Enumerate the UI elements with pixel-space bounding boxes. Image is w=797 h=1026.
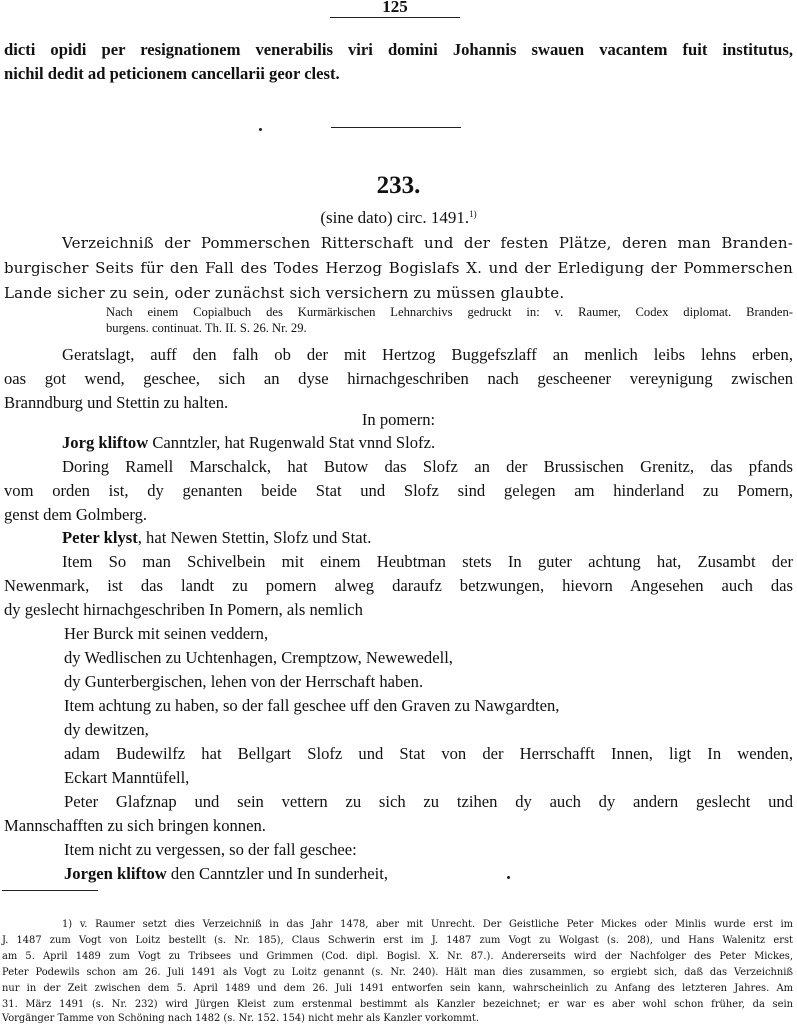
regest-line-3: Lande sicher zu sein, oder zunächst sich versichern zu müssen glaubte. [4, 284, 565, 302]
document-number: 233. [376, 172, 421, 199]
regest-line-1: Verzeichniß der Pommerschen Ritterschaft und der festen Plätze, deren man Branden- [62, 234, 793, 252]
date-line [4, 208, 793, 228]
body-p1-line-2: oas got wend, geschee, sich an dyse hirnachgeschriben nach gescheener vereynigung zwischen [4, 369, 793, 388]
list-item: Her Burck mit seinen veddern, [64, 624, 269, 643]
body-p3-line-1: Doring Ramell Marschalck, hat Butow das Slofz an der Brussischen Grenitz, das pfands [62, 457, 793, 476]
footnote-line-3: am 5. April 1489 zum Vogt zu Tribsees und Grimmen (Cod. dipl. Bogisl. X. Nr. 87.). Andererseits wird der Nachfolger des Peter Mickes, [2, 951, 793, 962]
body-p6-line-1: Peter Glafznap und sein vettern zu sich zu tzihen dy auch dy andern geslecht und [64, 792, 793, 811]
entry-jorg-kliftow [62, 433, 793, 453]
footnote-line-5: nur in der Zeit zwischen dem 5. April 1489 und dem 26. Juli 1491 entworfen sein kann, wahrscheinlich zu Anfang des letzteren Jahres. Am [2, 983, 793, 994]
footnote-line-2: J. 1487 zum Vogt von Loitz bestellt (s. Nr. 185), Claus Schwerin erst im J. 1487 zum Vogt zu Wolgast (s. 208), und Hans Walenitz erst [2, 935, 793, 946]
body-p3-line-3: genst dem Golmberg. [4, 505, 148, 524]
body-p5-line-2: Newenmark, ist das landt zu pomern alweg daraufz betzwungen, hievorn Angesehen auch das [4, 576, 793, 595]
date-text: (sine dato) circ. 1491. [320, 208, 470, 227]
body-p5-line-3: dy geslecht hirnachgeschriben In Pomern, als nemlich [4, 600, 363, 619]
page-number: 125 [330, 0, 460, 18]
regest-line-2: burgischer Seits für den Fall des Todes Herzog Bogislafs X. und der Erledigung der Pommerschen [4, 259, 793, 277]
body-p5-line-1: Item So man Schivelbein mit einem Heubtman stets In guter achtung hat, Zusambt der [62, 552, 793, 571]
body-p3-line-2: vom orden ist, dy genanten beide Stat und Slofz sind gelegen am hinderland zu Pomern, [4, 481, 793, 500]
entry-text: , hat Newen Stettin, Slofz und Stat. [137, 528, 372, 547]
section-heading: In pomern: [361, 410, 436, 429]
entry-peter-klyst [62, 528, 793, 548]
footnote-divider [2, 890, 98, 891]
footnote-marker: 1) [469, 209, 477, 219]
list-item: Eckart Manntüfell, [64, 768, 190, 787]
footnote-line-4: Peter Podewils schon am 26. Juli 1491 als Vogt zu Loitz genannt (s. Nr. 240). Hält man dies zusammen, so ergiebt sich, daß das Verzeichniß [2, 967, 793, 978]
list-item: dy Gunterbergischen, lehen von der Herrschaft haben. [64, 672, 424, 691]
footnote-line-7: Vorgänger Tamme von Schöning nach 1482 (s. Nr. 152. 154) nicht mehr als Kanzler vorkommt. [2, 1013, 480, 1024]
entry-text: den Canntzler und In sunderheit, [166, 864, 388, 883]
entry-text: Canntzler, hat Rugenwald Stat vnnd Slofz. [148, 433, 436, 452]
list-item: dy Wedlischen zu Uchtenhagen, Cremptzow, Newewedell, [64, 648, 453, 667]
decorative-dot [507, 876, 510, 879]
body-p1-line-1: Geratslagt, auff den falh ob der mit Hertzog Buggefszlaff an menlich leibs lehns erben, [62, 345, 793, 364]
list-item: Item achtung zu haben, so der fall geschee uff den Graven zu Nawgardten, [64, 696, 560, 715]
intro-line-1: dicti opidi per resignationem venerabilis viri domini Johannis swauen vacantem fuit institutus, [4, 40, 793, 59]
list-item: dy dewitzen, [64, 720, 149, 739]
footnote-line-1: 1) v. Raumer setzt dies Verzeichniß in das Jahr 1478, aber mit Unrecht. Der Geistliche Peter Mickes oder Minlis wurde erst im [62, 919, 793, 930]
entry-jorgen-kliftow [64, 864, 793, 884]
list-item: adam Budewilfz hat Bellgart Slofz und Stat von der Herrschafft Innen, ligt In wenden, [64, 744, 793, 763]
source-line-1: Nach einem Copialbuch des Kurmärkischen Lehnarchivs gedruckt in: v. Raumer, Codex diplomat. Branden- [106, 305, 793, 319]
intro-line-2: nichil dedit ad peticionem cancellarii geor clest. [4, 64, 340, 83]
section-divider [331, 127, 461, 128]
body-p6-line-2: Mannschafften zu sich bringen konnen. [4, 816, 266, 835]
source-line-2: burgens. continuat. Th. II. S. 26. Nr. 29. [106, 321, 307, 335]
person-name: Jorg kliftow [62, 433, 149, 452]
decorative-dot [259, 128, 262, 131]
person-name: Jorgen kliftow [64, 864, 167, 883]
footnote-line-6: 31. März 1491 (s. Nr. 232) wird Jürgen Kleist zum erstenmal bestimmt als Kanzler bezeichnet; er war es aber wohl schon früher, da sein [2, 999, 793, 1010]
body-p7: Item nicht zu vergessen, so der fall geschee: [64, 840, 357, 859]
person-name: Peter klyst [62, 528, 138, 547]
body-p1-line-3: Branndburg und Stettin zu halten. [4, 393, 229, 412]
